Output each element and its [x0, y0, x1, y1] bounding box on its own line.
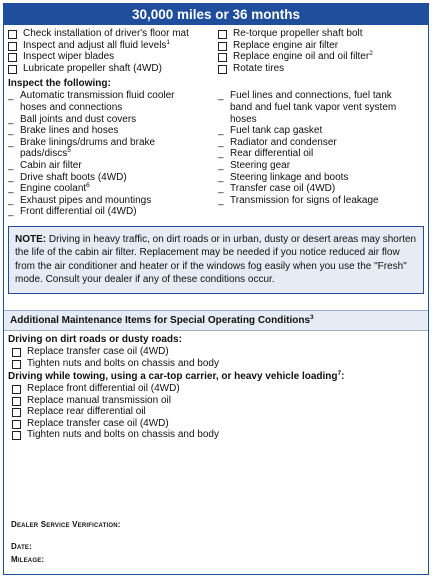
checkbox[interactable]	[8, 65, 17, 74]
checkbox[interactable]	[218, 30, 227, 39]
inspect-item: _ Transmission for signs of leakage	[218, 194, 379, 206]
note-label: NOTE:	[15, 233, 47, 245]
maintenance-schedule-card	[3, 3, 429, 575]
service-checklist	[4, 25, 428, 74]
checklist-item: Replace transfer case oil (4WD)	[8, 418, 424, 430]
inspect-heading: Inspect the following:	[8, 78, 111, 90]
checklist-left	[8, 28, 218, 74]
checkbox[interactable]	[12, 385, 21, 394]
inspect-item: _ Brake lines and hoses	[8, 125, 119, 137]
checkbox[interactable]	[12, 397, 21, 406]
checklist-right	[218, 28, 424, 74]
inspect-right	[218, 90, 424, 218]
checkbox[interactable]	[8, 30, 17, 39]
checkbox[interactable]	[8, 42, 17, 51]
additional-maintenance-heading: Additional Maintenance Items for Special Operating Conditions$^3$	[4, 310, 428, 331]
dirt-roads-section	[4, 331, 428, 369]
checkbox[interactable]	[12, 420, 21, 429]
checkbox[interactable]	[12, 360, 21, 369]
checkbox[interactable]	[218, 53, 227, 62]
inspect-item: _ Transfer case oil (4WD)	[218, 183, 336, 195]
inspect-list	[4, 89, 428, 218]
checkbox[interactable]	[8, 53, 17, 62]
checklist-item: Tighten nuts and bolts on chassis and body	[8, 358, 424, 370]
checkbox[interactable]	[12, 431, 21, 440]
checklist-item: Replace front differential oil (4WD)	[8, 383, 424, 395]
inspect-item: _ Front differential oil (4WD)	[8, 206, 137, 218]
inspect-item: _ Ball joints and dust covers	[8, 113, 137, 125]
note-box	[8, 226, 424, 294]
schedule-title: 30,000 miles or 36 months	[4, 4, 428, 25]
checklist-item: Replace manual transmission oil	[8, 395, 424, 407]
inspect-item: _ Brake linings/drums and brake pads/discs$^5$	[8, 136, 156, 160]
towing-heading: Driving while towing, using a car-top carrier, or heavy vehicle loading$^7$:	[8, 370, 345, 383]
inspect-item: _ Cabin air filter	[8, 159, 82, 171]
inspect-item: _ Radiator and condenser	[218, 136, 337, 148]
checklist-item: Rotate tires	[218, 63, 424, 75]
checkbox[interactable]	[218, 42, 227, 51]
inspect-item: _ Automatic transmission fluid cooler hoses and connections	[8, 90, 175, 113]
checklist-item: Inspect wiper blades	[8, 51, 218, 63]
inspect-left	[8, 90, 218, 218]
towing-section	[4, 369, 428, 441]
dirt-roads-heading: Driving on dirt roads or dusty roads:	[8, 333, 182, 345]
inspect-item: _ Fuel tank cap gasket	[218, 125, 323, 137]
checklist-item: Check installation of driver's floor mat	[8, 28, 218, 40]
checklist-item: Lubricate propeller shaft (4WD)	[8, 63, 218, 75]
checklist-item: Replace transfer case oil (4WD)	[8, 346, 424, 358]
checklist-item: Replace engine air filter	[218, 40, 424, 52]
inspect-item: _ Fuel lines and connections, fuel tank band and fuel tank vapor vent system hoses	[218, 90, 397, 125]
checklist-item: Replace engine oil and oil filter$^2$	[218, 51, 424, 63]
inspect-item: _ Rear differential oil	[218, 148, 314, 160]
checklist-item: Inspect and adjust all fluid levels$^1$	[8, 40, 218, 52]
checkbox[interactable]	[218, 65, 227, 74]
checkbox[interactable]	[12, 408, 21, 417]
checklist-item: Tighten nuts and bolts on chassis and body	[8, 429, 424, 441]
inspect-item: _ Engine coolant$^6$	[8, 182, 90, 195]
date-label: Date:	[11, 542, 32, 551]
mileage-label: Mileage:	[11, 555, 45, 564]
checklist-item: Replace rear differential oil	[8, 406, 424, 418]
note-text: Driving in heavy traffic, on dirt roads or in urban, dusty or desert areas may shorten the life of the cabin air filter. Replacement may be needed if you notice reduced air flow from the air conditioner and heater or if the windows fog easily when you use the "Fresh" mode. Consult your dealer if any of these conditions occur.	[15, 233, 417, 286]
dealer-verification-label: Dealer Service Verification:	[11, 520, 121, 529]
checklist-item: Re-torque propeller shaft bolt	[218, 28, 424, 40]
inspect-item: _ Steering gear	[218, 159, 291, 171]
checkbox[interactable]	[12, 348, 21, 357]
inspect-item: _ Exhaust pipes and mountings	[8, 194, 152, 206]
inspect-item: _ Steering linkage and boots	[218, 171, 349, 183]
inspect-item: _ Drive shaft boots (4WD)	[8, 171, 127, 183]
